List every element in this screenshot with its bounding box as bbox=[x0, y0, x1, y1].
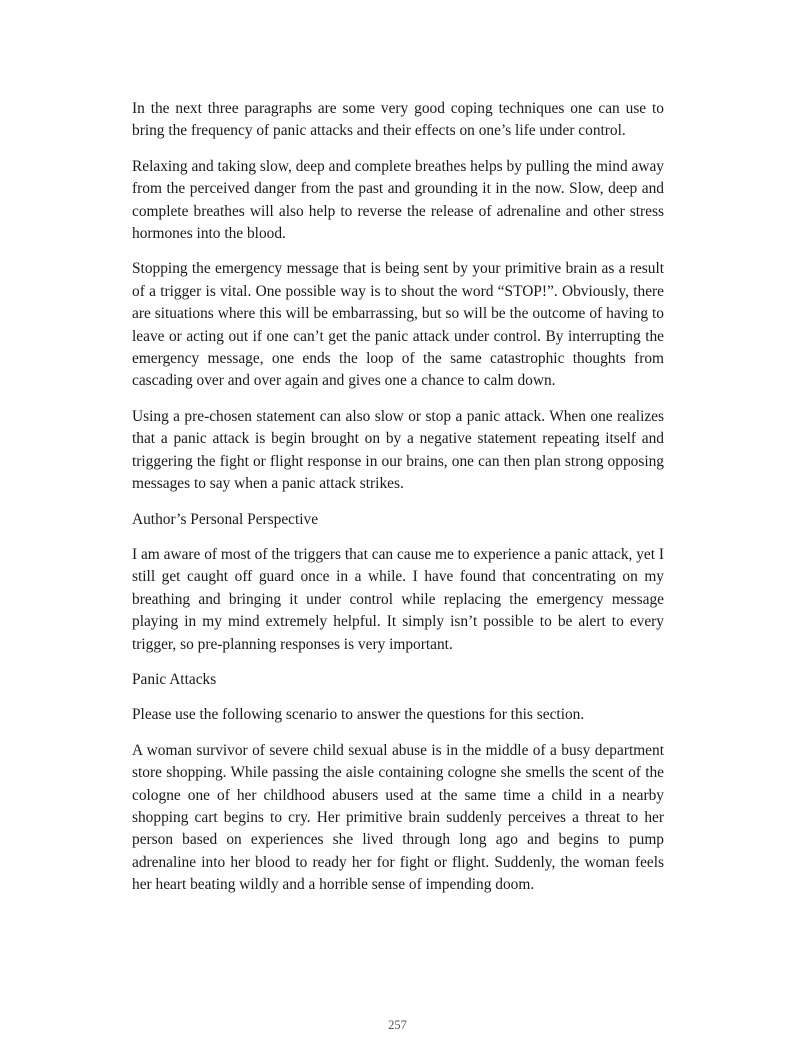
page-number: 257 bbox=[388, 1018, 407, 1032]
section-heading-panic-attacks: Panic Attacks bbox=[132, 670, 217, 688]
paragraph-author-perspective: I am aware of most of the triggers that can cause me to experience a panic attack, yet I still get caught off guard once in a while. I have found that concentrating on my breathing and bringing it under control while replacing the emergency message playing in my mind extremely helpful. It simply isn’t possible to be alert to every trigger, so pre-planning responses is very important. bbox=[132, 545, 665, 653]
page-body bbox=[132, 98, 664, 910]
paragraph-breathing: Relaxing and taking slow, deep and complete breathes helps by pulling the mind away from the perceived danger from the past and grounding it in the now. Slow, deep and complete breathes will also help to reverse the release of adrenaline and other stress hormones into the blood. bbox=[132, 157, 664, 243]
paragraph-pre-chosen-statement: Using a pre-chosen statement can also slow or stop a panic attack. When one realizes that a panic attack is begin brought on by a negative statement repeating itself and triggering the fight or flight response in our brains, one can then plan strong opposing messages to say when a panic attack strikes. bbox=[132, 407, 664, 493]
paragraph-scenario: A woman survivor of severe child sexual abuse is in the middle of a busy department store shopping. While passing the aisle containing cologne she smells the scent of the cologne one of her childhood abusers used at the same time a child in a nearby shopping cart begins to cry. Her primitive brain suddenly perceives a threat to her person based on experiences she lived through long ago and begins to pump adrenaline into her blood to ready her for fight or flight. Suddenly, the woman feels her heart beating wildly and a horrible sense of impending doom. bbox=[132, 741, 664, 894]
section-heading-author-perspective: Author’s Personal Perspective bbox=[132, 510, 319, 528]
paragraph-scenario-instruction: Please use the following scenario to answer the questions for this section. bbox=[132, 706, 585, 724]
paragraph-stop-message: Stopping the emergency message that is being sent by your primitive brain as a result of a trigger is vital. One possible way is to shout the word “STOP!”. Obviously, there are situations where this will be embarrassing, but so will be the outcome of having to leave or acting out if one can’t get the panic attack under control. By interrupting the emergency message, one ends the loop of the same catastrophic thoughts from cascading over and over again and gives one a chance to calm down. bbox=[132, 260, 664, 390]
paragraph-coping-intro: In the next three paragraphs are some very good coping techniques one can use to bring the frequency of panic attacks and their effects on one’s life under control. bbox=[132, 100, 664, 140]
